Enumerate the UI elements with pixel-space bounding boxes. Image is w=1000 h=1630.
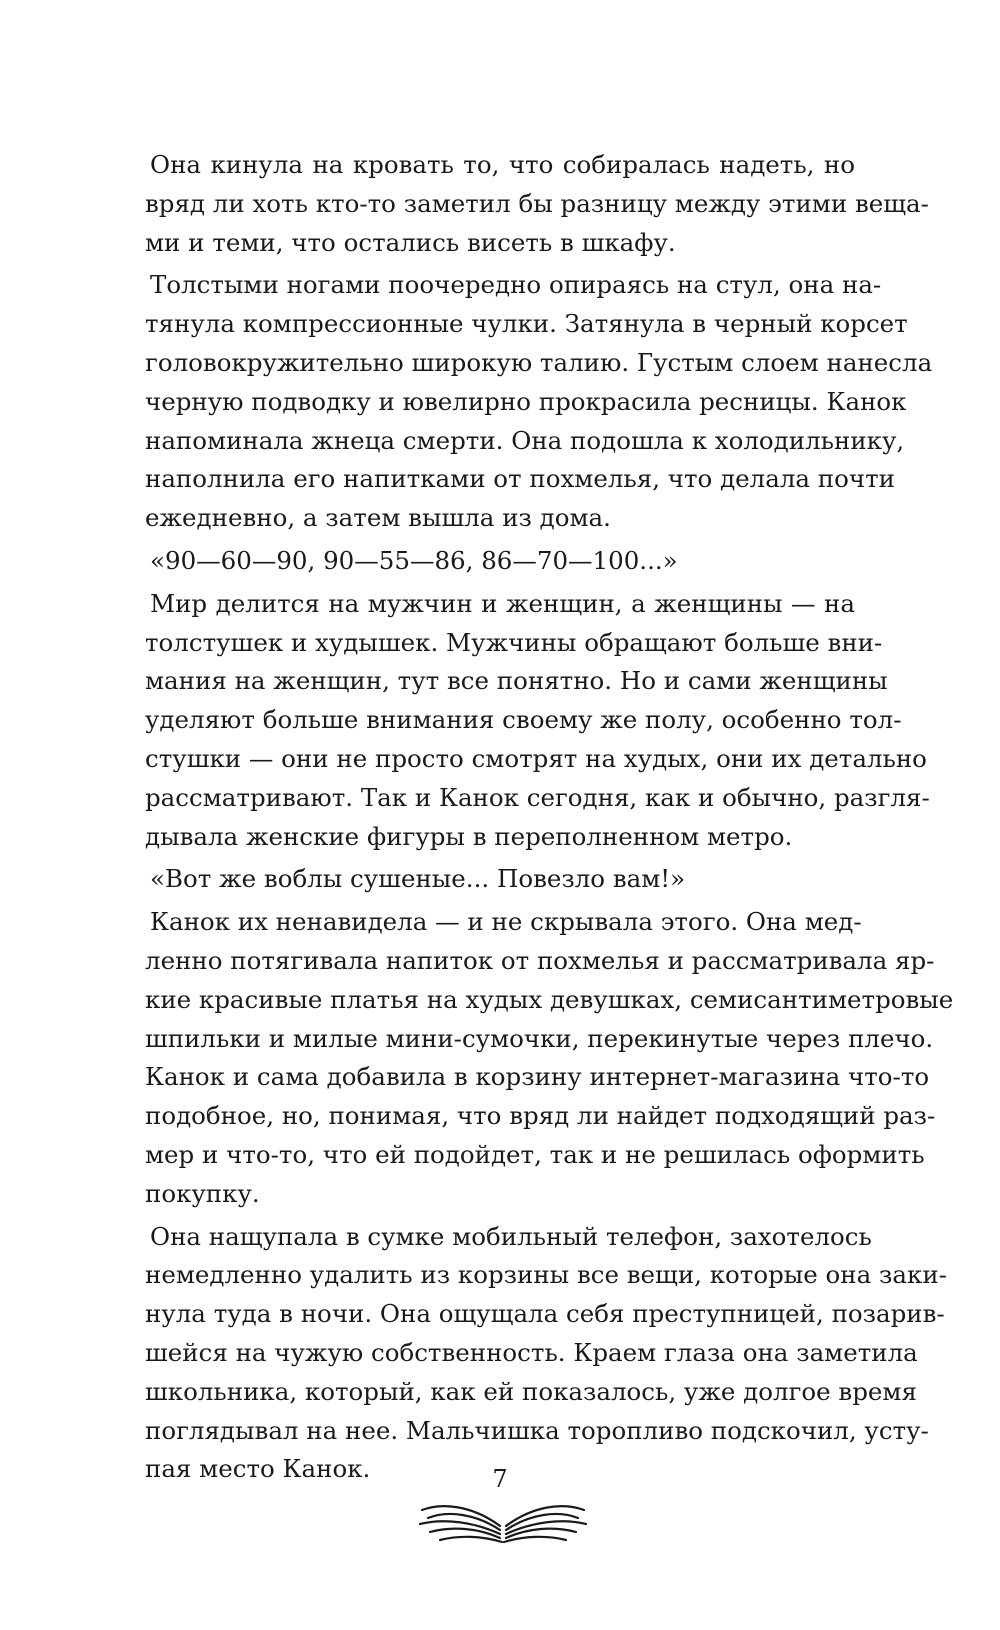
text-line: кие красивые платья на худых девушках, семисантиметровые [145,984,954,1014]
paragraph [145,585,930,857]
text-line: наполнила его напитками от похмелья, что делала почти [145,464,895,494]
text-line: стушки — они не просто смотрят на худых, они их детально [145,743,927,773]
paragraph [145,542,855,581]
text-line: подобное, но, понимая, что вряд ли найдет подходящий раз- [145,1101,936,1131]
text-line: Толстыми ногами поочередно опираясь на стул, она на- [150,270,882,300]
text-line: ежедневно, а затем вышла из дома. [145,503,611,533]
text-line: ми и теми, что остались висеть в шкафу. [145,227,676,257]
page-number: 7 [492,1465,508,1493]
text-line: ленно потягивала напиток от похмелья и рассматривала яр- [145,945,935,975]
text-line: «90—60—90, 90—55—86, 86—70—100...» [150,545,678,575]
text-line: шпильки и милые мини-сумочки, перекинутые через плечо. [145,1023,934,1053]
text-line: пая место Канок. [145,1454,371,1484]
paragraph [145,146,929,262]
text-line: рассматривают. Так и Канок сегодня, как и обычно, разгля- [145,782,930,812]
text-line: вряд ли хоть кто-то заметил бы разницу между этими веща- [145,188,929,218]
text-line: напоминала жнеца смерти. Она подошла к холодильнику, [145,425,905,455]
text-line: шейся на чужую собственность. Краем глаза она заметила [145,1337,918,1367]
text-line: дывала женские фигуры в переполненном метро. [145,821,793,851]
text-line: Мир делится на мужчин и женщин, а женщины — на [150,588,855,618]
paragraph [145,1218,947,1490]
text-line: уделяют больше внимания своему же полу, особенно тол- [145,705,902,735]
text-line: Канок их ненавидела — и не скрывала этого. Она мед- [150,907,862,937]
paragraph [145,860,855,899]
text-line: тянула компрессионные чулки. Затянула в черный корсет [145,309,908,339]
text-line: Она кинула на кровать то, что собиралась надеть, но [150,150,855,179]
text-line: черную подводку и ювелирно прокрасила ресницы. Канок [145,386,907,416]
text-line: головокружительно широкую талию. Густым слоем нанесла [145,347,933,377]
text-line: мер и что-то, что ей подойдет, так и не решилась оформить [145,1139,925,1169]
text-line: школьника, который, как ей показалось, уже долгое время [145,1376,917,1406]
text-line: «Вот же воблы сушеные... Повезло вам!» [150,864,686,894]
paragraph [145,266,933,538]
text-line: Она нащупала в сумке мобильный телефон, захотелось [150,1221,872,1251]
text-line: мания на женщин, тут все понятно. Но и сами женщины [145,666,888,696]
text-line: нула туда в ночи. Она ощущала себя преступницей, позарив- [145,1299,945,1329]
text-line: покупку. [145,1178,260,1208]
text-line: немедленно удалить из корзины все вещи, которые она заки- [145,1260,947,1290]
text-line: толстушек и худышек. Мужчины обращают больше вни- [145,627,883,657]
text-line: Канок и сама добавила в корзину интернет-магазина что-то [145,1062,930,1092]
paragraph [145,903,954,1213]
text-line: поглядывал на нее. Мальчишка торопливо подскочил, усту- [145,1415,929,1445]
book-wave-ornament-icon [418,1500,588,1546]
book-page-text [145,146,954,1493]
